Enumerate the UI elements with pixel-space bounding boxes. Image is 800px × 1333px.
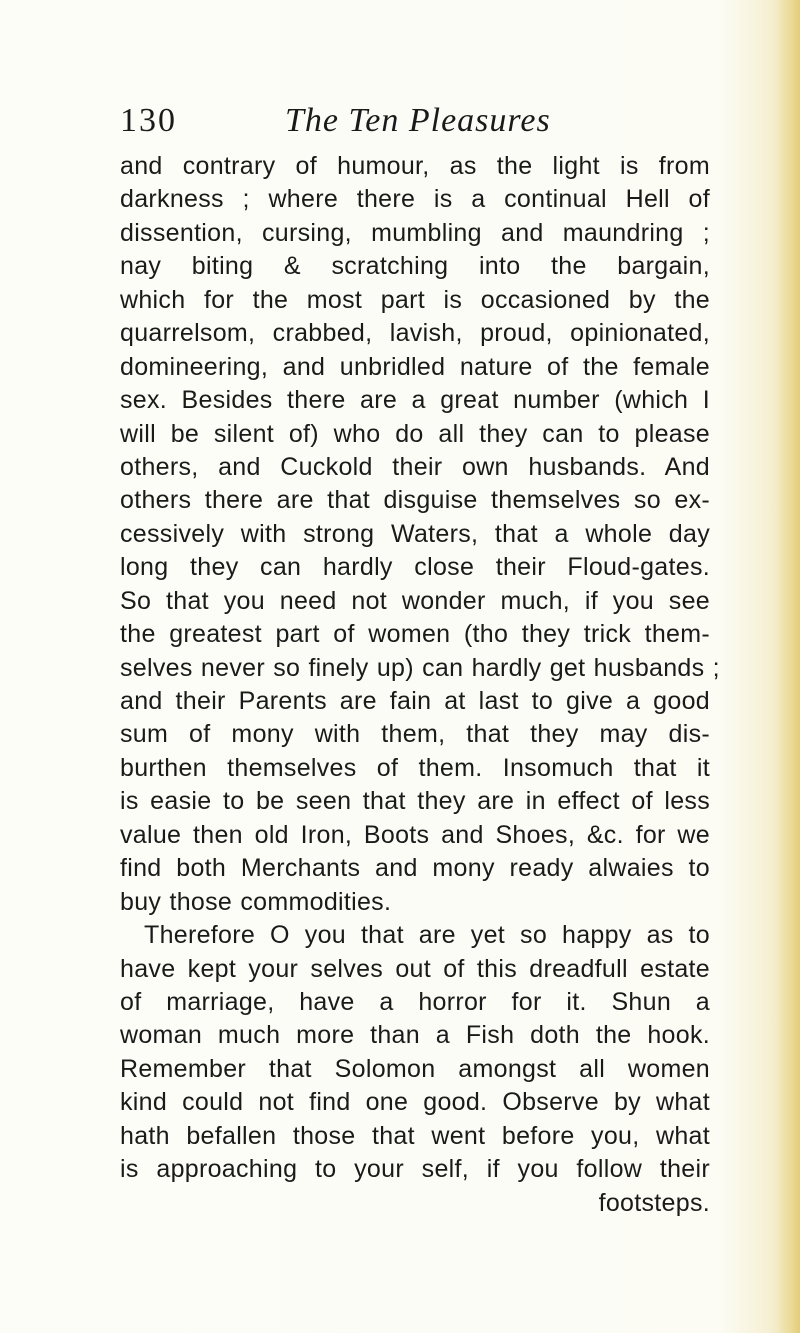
text-line: is easie to be seen that they are in effect of less <box>120 787 710 816</box>
text-line: kind could not find one good. Observe by what <box>120 1088 710 1117</box>
text-line: hath befallen those that went before you, what <box>120 1121 710 1150</box>
text-line: domineering, and unbridled nature of the female <box>120 352 710 381</box>
text-line: So that you need not wonder much, if you see <box>120 586 710 615</box>
text-line: and contrary of humour, as the light is from <box>120 152 710 180</box>
text-line: Remember that Solomon amongst all women <box>120 1054 710 1083</box>
text-line: will be silent of) who do all they can to please <box>120 419 710 448</box>
text-line: have kept your selves out of this dreadfull estate <box>120 954 710 983</box>
text-line: of marriage, have a horror for it. Shun a <box>120 987 710 1016</box>
text-line: value then old Iron, Boots and Shoes, &c. for we <box>120 820 710 849</box>
page-header <box>0 96 800 146</box>
text-line: long they can hardly close their Floud-gates. <box>120 553 710 582</box>
page-edge-shading <box>778 0 800 1333</box>
running-head-title: The Ten Pleasures <box>285 102 551 139</box>
text-line: dissention, cursing, mumbling and maundring ; <box>120 218 710 247</box>
text-line: darkness ; where there is a continual Hell of <box>120 185 710 214</box>
text-line: sum of mony with them, that they may dis- <box>120 720 710 749</box>
text-line: cessively with strong Waters, that a whole day <box>120 519 710 548</box>
text-line: others there are that disguise themselves so ex- <box>120 486 710 515</box>
text-line: burthen themselves of them. Insomuch that it <box>120 753 710 782</box>
text-line: Therefore O you that are yet so happy as to <box>144 921 710 950</box>
text-line: quarrelsom, crabbed, lavish, proud, opinionated, <box>120 319 710 348</box>
page-number: 130 <box>120 102 177 139</box>
text-line: the greatest part of women (tho they trick them- <box>120 620 710 649</box>
body-text <box>120 150 720 1220</box>
text-line: find both Merchants and mony ready alwaies to <box>120 854 710 883</box>
paragraph-2 <box>120 919 710 1220</box>
text-line: others, and Cuckold their own husbands. And <box>120 452 710 481</box>
text-line: sex. Besides there are a great number (which I <box>120 386 710 415</box>
text-line: which for the most part is occasioned by the <box>120 285 710 314</box>
text-line: nay biting & scratching into the bargain, <box>120 252 710 281</box>
text-line: selves never so finely up) can hardly get husbands ; <box>120 653 720 682</box>
text-line: is approaching to your self, if you follow their <box>120 1155 710 1184</box>
paragraph-1 <box>120 150 720 919</box>
text-line-final: footsteps. <box>598 1188 710 1217</box>
text-line: woman much more than a Fish doth the hook. <box>120 1021 710 1050</box>
text-line: buy those commodities. <box>120 887 392 916</box>
text-line: and their Parents are fain at last to give a good <box>120 687 710 715</box>
